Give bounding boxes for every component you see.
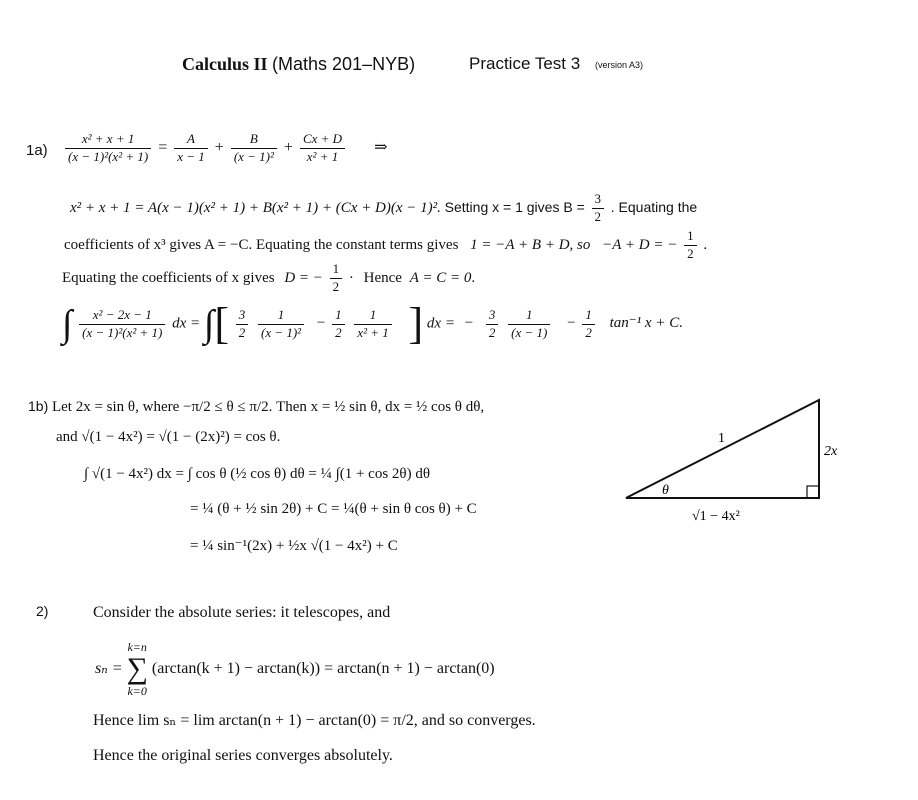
coefficients-line: coefficients of x³ gives A = −C. Equating the constant terms gives 1 = −A + B + D, so −A + D = − $\frac{1}{2}$ . (64, 228, 708, 261)
fraction-numerator: 3 (592, 192, 605, 209)
fraction-denominator: 2 (585, 324, 592, 340)
question-2-label: 2) (36, 603, 49, 619)
conclusion-line: Hence the original series converges absolutely. (93, 747, 393, 764)
substitution-root-line: and √(1 − 4x²) = √(1 − (2x)²) = cos θ. (56, 429, 281, 445)
fraction-numerator: x² − 2x − 1 (79, 308, 165, 325)
fraction-denominator: (x − 1)²(x² + 1) (82, 324, 163, 340)
fraction-denominator: 2 (238, 324, 246, 340)
page-title (182, 54, 415, 75)
expansion-equation: x² + x + 1 = A(x − 1)(x² + 1) + B(x² + 1) + (Cx + D)(x − 1)². (70, 199, 441, 216)
d-value: D = − (284, 269, 323, 286)
course-name: Calculus II (182, 54, 268, 74)
fraction-numerator: B (231, 132, 277, 149)
limit-line: Hence lim sₙ = lim arctan(n + 1) − arctan(0) = π/2, and so converges. (93, 712, 536, 729)
fraction-numerator: 1 (354, 308, 391, 325)
adjacent-label: √1 − 4x² (692, 509, 740, 524)
version-label: (version A3) (595, 60, 644, 70)
telescoping-intro: Consider the absolute series: it telescopes, and (93, 604, 391, 621)
integral-step-3: = ¼ sin⁻¹(2x) + ½x √(1 − 4x²) + C (190, 538, 398, 554)
fraction-numerator: Cx + D (300, 132, 345, 149)
fraction-denominator: x − 1 (177, 148, 205, 164)
constant-equation: 1 = −A + B + D, so (470, 236, 591, 253)
partial-fraction-equation: $\frac{\text{x² + x + 1}}{\text{(x − 1)²(x² + 1)}}$ = $\frac{A}{x - 1}$ + $\frac{B}{\text{(x − 1)²}}$ + $\frac{Cx + D}{\text{x² + 1}}$ ⇒ (62, 132, 387, 165)
integral-step-2: = ¼ (θ + ½ sin 2θ) + C = ¼(θ + sin θ cos θ) + C (190, 501, 477, 517)
fraction-numerator: 1 (684, 229, 697, 246)
angle-label: θ (662, 483, 669, 498)
fraction-numerator: 1 (582, 308, 595, 325)
course-code: (Maths 201–NYB) (272, 54, 416, 74)
fraction-denominator: 2 (335, 324, 342, 340)
sum-lower-limit: k=0 (127, 684, 147, 699)
coefficients-text: coefficients of x³ gives A = −C. Equating the constant terms gives (64, 236, 459, 253)
coefficients-x-text: Equating the coefficients of x gives (62, 269, 275, 286)
coefficients-x-line: Equating the coefficients of x gives D = − $\frac{1}{2}$ · Hence A = C = 0. (62, 261, 476, 294)
question-1a-label: 1a) (26, 142, 48, 159)
integral-dx: dx = (172, 315, 201, 332)
expansion-text: Setting x = 1 gives B = (444, 198, 585, 215)
d-equation: −A + D = − (602, 236, 678, 253)
question-1b-label: 1b) (28, 398, 49, 414)
expansion-end: . Equating the (610, 198, 698, 215)
opposite-label: 2x (824, 444, 838, 459)
fraction-numerator: 3 (486, 308, 499, 325)
fraction-numerator: A (174, 132, 208, 149)
abc-values: A = C = 0 (409, 269, 472, 286)
minus-sign: − (464, 315, 474, 332)
fraction-denominator: (x − 1) (511, 324, 548, 340)
hypotenuse-label: 1 (718, 431, 725, 446)
fraction-denominator: (x − 1)²(x² + 1) (68, 148, 149, 164)
integral-result-tail: tan⁻¹ x + C. (609, 315, 683, 332)
sigma-symbol: ∑ (126, 652, 148, 686)
partial-sum-line (95, 640, 495, 699)
test-title: Practice Test 3 (469, 54, 581, 73)
fraction-denominator: x² + 1 (357, 324, 389, 340)
question-1b-line-1 (28, 398, 484, 416)
partial-sum-symbol: sₙ = (95, 660, 123, 678)
triangle-shape (626, 400, 819, 498)
fraction-denominator: 2 (687, 245, 694, 261)
fraction-denominator: (x − 1)² (260, 324, 302, 340)
fraction-numerator: 1 (332, 308, 345, 325)
substitution-text: Let 2x = sin θ, where −π/2 ≤ θ ≤ π/2. Then x = ½ sin θ, dx = ½ cos θ dθ, (51, 399, 485, 415)
fraction-numerator: 1 (508, 308, 550, 325)
integral-step-1: ∫ √(1 − 4x²) dx = ∫ cos θ (½ cos θ) dθ = ¼ ∫(1 + cos 2θ) dθ (84, 466, 431, 482)
implies-symbol: ⇒ (374, 139, 388, 157)
fraction-numerator: 1 (330, 262, 343, 279)
fraction-denominator: (x − 1)² (233, 148, 274, 164)
integral-line: ∫ $\frac{\text{x² − 2x − 1}}{\text{(x − 1)²(x² + 1)}}$ dx = ∫[ $\frac{3}{2}$ $\frac{1}{\text{(x − 1)²}}$ − $\frac{1}{2}$ $\frac{1}{\text{x² + 1}}$ ] dx = − $\frac{3}{2}$ $\frac{1}{(x - 1)}$ − $\frac{1}{2}$ tan⁻¹ x + C. (62, 299, 683, 348)
sum-upper-limit: k=n (127, 640, 147, 654)
fraction-numerator: x² + x + 1 (65, 132, 151, 149)
fraction-numerator: 1 (258, 308, 304, 325)
right-angle-marker (807, 486, 819, 498)
right-triangle-diagram (620, 392, 860, 532)
fraction-denominator: 2 (332, 278, 340, 294)
fraction-numerator: 3 (236, 308, 249, 325)
fraction-denominator: x² + 1 (306, 148, 339, 164)
fraction-denominator: 2 (594, 208, 601, 224)
hence-text: Hence (363, 269, 402, 286)
integral-dx-2: dx = (426, 315, 455, 332)
sum-expression: (arctan(k + 1) − arctan(k)) = arctan(n + 1) − arctan(0) (151, 660, 495, 678)
fraction-denominator: 2 (488, 324, 496, 340)
expansion-line (70, 192, 697, 225)
